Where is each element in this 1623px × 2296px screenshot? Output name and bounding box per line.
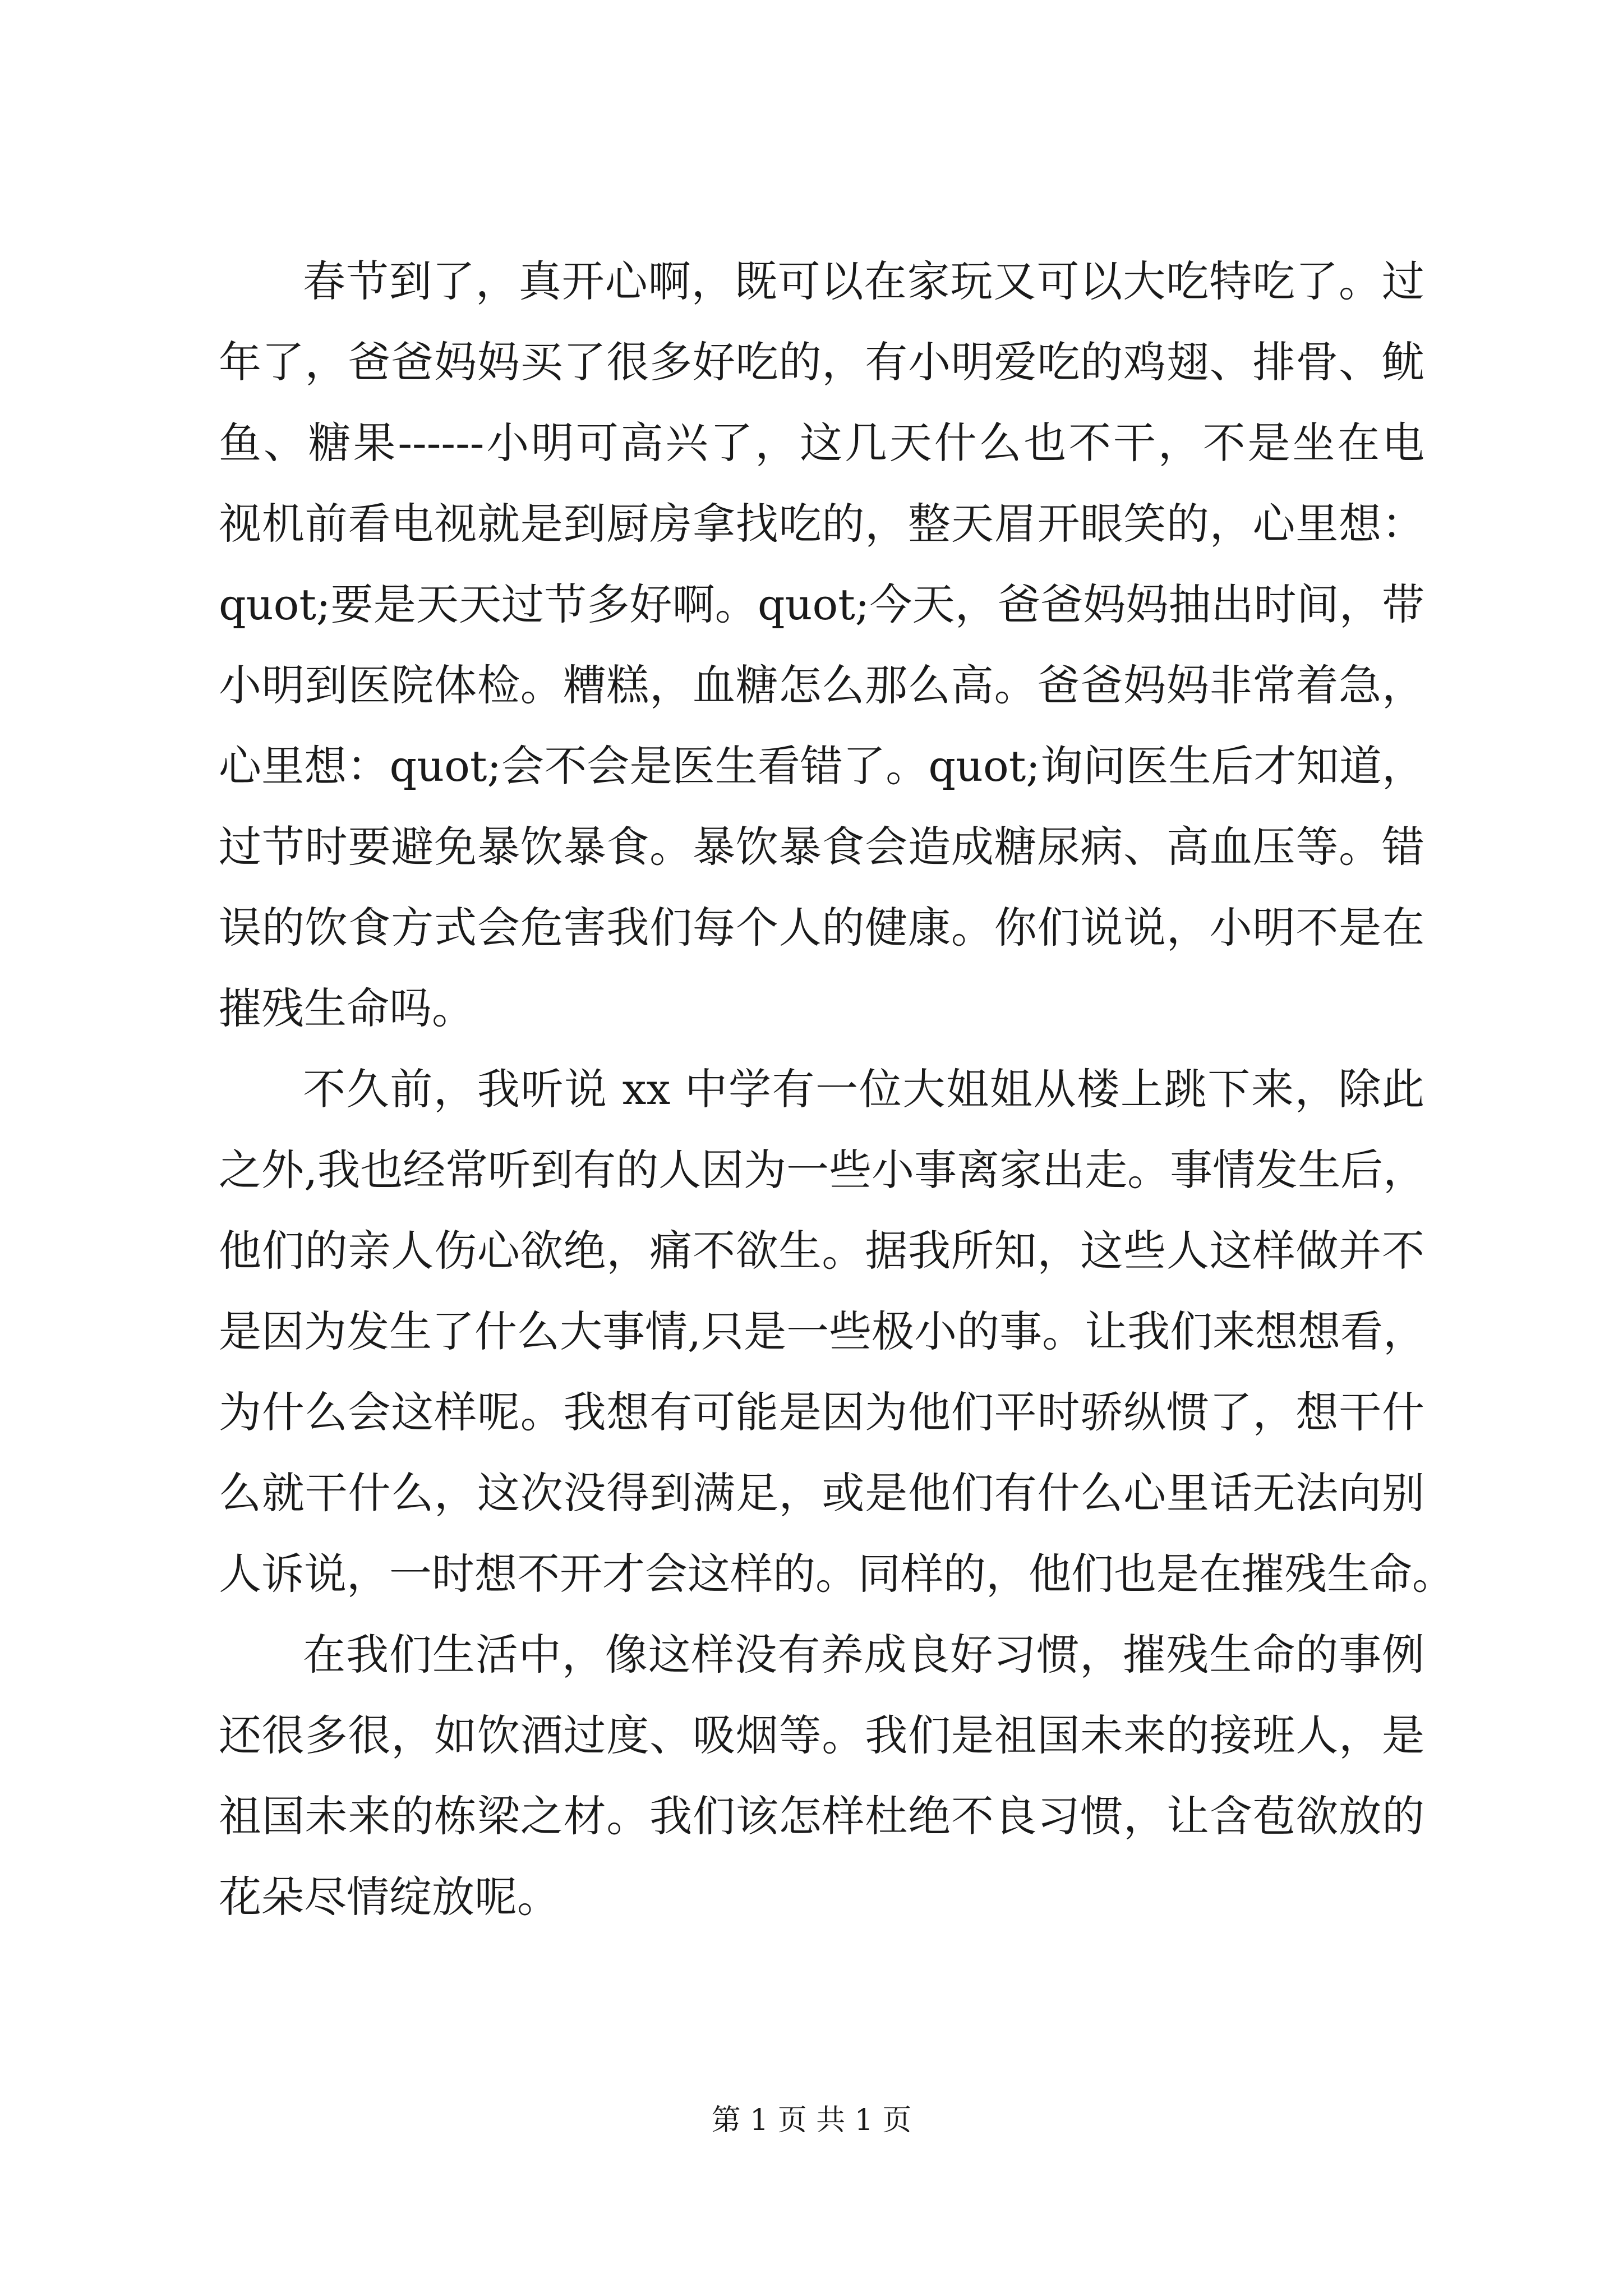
text-line: 心里想：quot;会不会是医生看错了。quot;询问医生后才知道， (219, 741, 1424, 791)
text-line: 过节时要避免暴饮暴食。暴饮暴食会造成糖尿病、高血压等。错 (219, 822, 1424, 872)
paragraph-1 (219, 241, 1424, 1049)
body-text (219, 241, 1455, 1938)
text-line: 不久前，我听说 xx 中学有一位大姐姐从楼上跳下来，除此 (303, 1064, 1424, 1114)
text-line: 摧残生命吗。 (219, 983, 474, 1033)
page-footer: 第 1 页 共 1 页 (711, 2104, 912, 2137)
paragraph-2 (219, 1049, 1455, 1614)
text-line: 么就干什么，这次没得到满足，或是他们有什么心里话无法向别 (219, 1468, 1424, 1518)
text-line: 花朵尽情绽放呢。 (219, 1872, 560, 1922)
paragraph-3 (219, 1614, 1424, 1938)
text-line: 祖国未来的栋梁之材。我们该怎样杜绝不良习惯，让含苞欲放的 (219, 1791, 1424, 1841)
text-line: 在我们生活中，像这样没有养成良好习惯，摧残生命的事例 (303, 1630, 1424, 1680)
text-line: 他们的亲人伤心欲绝，痛不欲生。据我所知，这些人这样做并不 (219, 1226, 1424, 1276)
text-line: 还很多很，如饮酒过度、吸烟等。我们是祖国未来的接班人，是 (219, 1710, 1424, 1760)
text-line: 视机前看电视就是到厨房拿找吃的，整天眉开眼笑的，心里想： (219, 499, 1424, 549)
text-line: quot;要是天天过节多好啊。quot;今天，爸爸妈妈抽出时间，带 (219, 579, 1424, 629)
text-line: 年了，爸爸妈妈买了很多好吃的，有小明爱吃的鸡翅、排骨、鱿 (219, 337, 1424, 387)
text-line: 是因为发生了什么大事情,只是一些极小的事。让我们来想想看， (219, 1306, 1426, 1356)
text-line: 之外,我也经常听到有的人因为一些小事离家出走。事情发生后， (219, 1145, 1426, 1195)
text-line: 为什么会这样呢。我想有可能是因为他们平时骄纵惯了，想干什 (219, 1387, 1424, 1437)
text-line: 人诉说，一时想不开才会这样的。同样的，他们也是在摧残生命。 (219, 1549, 1455, 1599)
text-line: 小明到医院体检。糟糕，血糖怎么那么高。爸爸妈妈非常着急， (219, 660, 1424, 710)
text-line: 误的饮食方式会危害我们每个人的健康。你们说说，小明不是在 (219, 903, 1424, 953)
text-line: 鱼、糖果------小明可高兴了，这几天什么也不干，不是坐在电 (219, 418, 1424, 468)
text-line: 春节到了，真开心啊，既可以在家玩又可以大吃特吃了。过 (303, 256, 1424, 306)
